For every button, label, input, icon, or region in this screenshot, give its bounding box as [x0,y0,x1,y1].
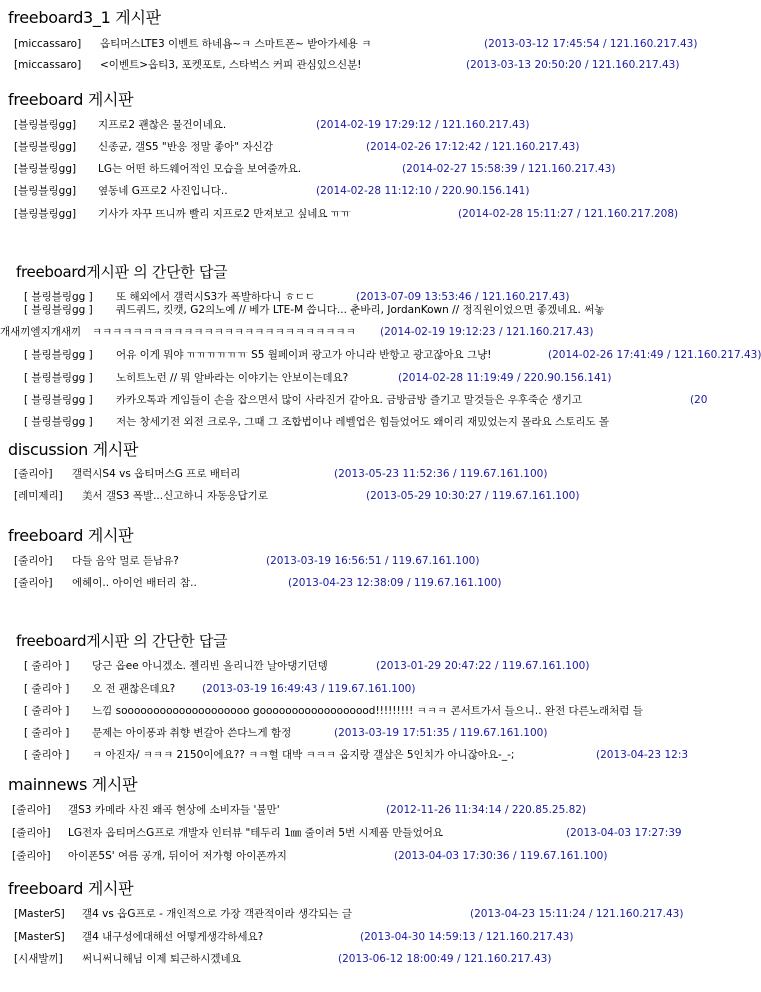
post-meta: (2013-03-19 16:56:51 / 119.67.161.100) [266,555,480,567]
section-title: freeboard 게시판 [8,90,134,109]
post-subject-link[interactable]: 또 해외에서 갤럭시S3가 폭발하다니 ㅎㄷㄷ [116,291,316,303]
post-subject-link[interactable]: LG는 어떤 하드웨어적인 모습을 보여줄까요. [98,163,302,175]
list-item [0,320,700,344]
post-subject-link[interactable]: 美서 갤S3 폭발...신고하니 자동응답기로 [82,490,268,502]
section-title: freeboard 게시판 [8,526,134,545]
list-item [0,179,700,203]
list-item [0,571,700,595]
list-item [0,925,700,949]
post-author: [ 줄리아 ] [24,749,70,761]
list-item [0,798,700,822]
post-author: [줄리아] [14,555,53,567]
post-author: [줄리아] [14,468,53,480]
section-title: mainnews 게시판 [8,775,138,794]
section-title: discussion 게시판 [8,440,139,459]
post-meta: (2014-02-19 17:29:12 / 121.160.217.43) [316,119,530,131]
post-meta: (2014-02-28 11:19:49 / 220.90.156.141) [398,372,612,384]
list-item [0,113,700,137]
post-meta: (2013-05-29 10:30:27 / 119.67.161.100) [366,490,580,502]
post-author: [블링블링gg] [14,141,77,153]
post-author: [레미제리] [14,490,63,502]
post-meta: (2013-04-23 12:3 [596,749,689,761]
post-author: [MasterS] [14,931,65,943]
post-subject-link[interactable]: 저는 창세기전 외전 크로우, 그때 그 조합법이나 레벨업은 힘들었어도 왜이리 재밌었는지 몰라요 스토리도 몰 [116,416,610,428]
post-author: [줄리아] [12,804,51,816]
post-meta: (2014-02-26 17:41:49 / 121.160.217.43) [548,349,761,361]
list-item [0,821,700,845]
post-author: [ 블링블링gg ] [24,349,93,361]
post-meta: (2013-04-03 17:30:36 / 119.67.161.100) [394,850,608,862]
list-item [0,343,761,367]
post-subject-link[interactable]: ㅋㅋㅋㅋㅋㅋㅋㅋㅋㅋㅋㅋㅋㅋㅋㅋㅋㅋㅋㅋㅋㅋㅋㅋㅋㅋ [92,326,356,338]
post-meta: (2013-05-23 11:52:36 / 119.67.161.100) [334,468,548,480]
section-title [16,262,227,282]
post-meta: (2014-02-28 11:12:10 / 220.90.156.141) [316,185,530,197]
post-author: [줄리아] [12,850,51,862]
post-author: [ 블링블링gg ] [24,416,93,428]
post-meta: (2014-02-27 15:58:39 / 121.160.217.43) [402,163,616,175]
list-item [0,902,700,926]
post-subject-link[interactable]: LG전자 옵티머스G프로 개발자 인터뷰 "테두리 1㎜ 줄이려 5번 시제품 만들었어요 [68,827,443,839]
post-subject-link[interactable]: 당근 옵ee 아니겠소. 젤리빈 올리니깐 날아댕기던뎅 [92,660,328,672]
post-author: [miccassaro] [14,38,82,50]
post-author: [ 블링블링gg ] [24,394,93,406]
post-meta: (2013-04-03 17:27:39 [566,827,682,839]
section-title: freeboard3_1 게시판 [8,8,161,27]
post-author: [MasterS] [14,908,65,920]
section-title: freeboard 게시판 [8,879,134,898]
post-subject-link[interactable]: 지프로2 괜찮은 물건이네요. [98,119,227,131]
list-item [0,844,700,868]
post-meta: (2013-01-29 20:47:22 / 119.67.161.100) [376,660,590,672]
post-meta: (2013-04-23 15:11:24 / 121.160.217.43) [470,908,684,920]
post-author: [줄리아] [14,577,53,589]
post-subject-link[interactable]: 에헤이.. 아이언 배터리 참.. [72,577,197,589]
section-title-suffix: 의 간단한 답글 [128,632,228,650]
post-meta: (2014-02-19 19:12:23 / 121.160.217.43) [380,326,594,338]
post-subject-link[interactable]: 갤S3 카메라 사진 왜곡 현상에 소비자들 '불만' [68,804,280,816]
post-meta: (2014-02-26 17:12:42 / 121.160.217.43) [366,141,580,153]
post-subject-link[interactable]: 오 전 괜찮은데요? [92,683,176,695]
list-item [0,366,700,390]
section-title-board: freeboard게시판 [16,632,129,650]
post-subject-link[interactable]: 노히트노런 // 뭐 알바라는 이야기는 안보이는데요? [116,372,349,384]
list-item [0,298,700,322]
post-author: [블링블링gg] [14,119,77,131]
post-subject-link[interactable]: 갤럭시S4 vs 옵티머스G 프로 배터리 [72,468,241,480]
post-subject-link[interactable]: <이벤트>옵티3, 포켓포토, 스타벅스 커피 관심있으신분! [100,59,362,71]
post-subject-link[interactable]: 어유 이게 뭐야 ㅠㅠㅠㅠㅠㅠ S5 월페이퍼 광고가 아니라 반항고 광고잖아요 그냥! [116,349,492,361]
section-title-suffix: 의 간단한 답글 [128,263,228,281]
post-author: [블링블링gg] [14,208,77,220]
post-author: [ 블링블링gg ] [24,291,93,303]
list-item [0,743,700,767]
post-subject-link[interactable]: 카카오톡과 게임들이 손을 잡으면서 많이 사라진거 같아요. 금방금방 즐기고 말것들은 우후죽순 생기고 [116,394,583,406]
list-item [0,53,700,77]
post-author: [ 줄리아 ] [24,660,70,672]
post-meta: (2013-07-09 13:53:46 / 121.160.217.43) [356,291,570,303]
post-meta: (2013-03-19 16:49:43 / 119.67.161.100) [202,683,416,695]
section-title [16,631,227,651]
section-title-board: freeboard게시판 [16,263,129,281]
list-item [0,157,700,181]
post-subject-link[interactable]: 다들 음악 멀로 듣남유? [72,555,179,567]
post-subject-link[interactable]: 느낌 soooooooooooooooooooo goooooooooooooooood!!!!!!!!! ㅋㅋㅋ 콘서트가서 들으니.. 완전 다른노래처럼 들 [92,705,643,717]
list-item [0,654,700,678]
list-item [0,135,700,159]
post-author: [ 줄리아 ] [24,727,70,739]
post-subject-link[interactable]: 아이폰5S' 여름 공개, 뒤이어 저가형 아이폰까지 [68,850,287,862]
post-subject-link[interactable]: 문제는 아이퐁과 취향 변갈아 쓴다느게 함정 [92,727,292,739]
post-author: 개새끼엘지개새끼 [0,326,82,338]
list-item [0,677,700,701]
post-meta: (2013-04-23 12:38:09 / 119.67.161.100) [288,577,502,589]
post-author: [줄리아] [12,827,51,839]
post-meta: (20 [690,394,708,406]
post-meta: (2013-03-19 17:51:35 / 119.67.161.100) [334,727,548,739]
post-meta: (2013-04-30 14:59:13 / 121.160.217.43) [360,931,574,943]
post-meta: (2013-03-12 17:45:54 / 121.160.217.43) [484,38,698,50]
list-item [0,699,700,723]
post-author: [ 줄리아 ] [24,683,70,695]
post-author: [시새발끼] [14,953,63,965]
post-author: [블링블링gg] [14,163,77,175]
post-author: [블링블링gg] [14,185,77,197]
post-author: [miccassaro] [14,59,82,71]
post-meta: (2013-06-12 18:00:49 / 121.160.217.43) [338,953,552,965]
post-author: [ 블링블링gg ] [24,304,93,316]
list-item [0,388,708,412]
post-author: [ 줄리아 ] [24,705,70,717]
post-meta: (2012-11-26 11:34:14 / 220.85.25.82) [386,804,587,816]
list-item [0,462,700,486]
post-subject-link[interactable]: 갤4 vs 옵G프로 - 개인적으로 가장 객관적이라 생각되는 글 [82,908,352,920]
post-subject-link[interactable]: 써니써니해님 이제 퇴근하시겠네요 [82,953,241,965]
post-subject-link[interactable]: 기사가 자꾸 뜨니까 빨리 지프로2 만져보고 싶네요 ㅠㅠ [98,208,352,220]
post-subject-link[interactable]: 옵티머스LTE3 이벤트 하네욤~ㅋ 스마트폰~ 받아가세용 ㅋ [100,38,372,50]
post-subject-link[interactable]: 옆동네 G프로2 사진입니다.. [98,185,228,197]
list-item [0,947,700,971]
post-author: [ 블링블링gg ] [24,372,93,384]
list-item [0,484,700,508]
post-meta: (2014-02-28 15:11:27 / 121.160.217.208) [458,208,679,220]
post-meta: (2013-03-13 20:50:20 / 121.160.217.43) [466,59,680,71]
post-subject-link[interactable]: 쿼드쿼드, 킷캣, G2의노예 // 베가 LTE-M 씁니다... 춘바리, JordanKown // 정직원이었으면 좋겠네요. 써놓 [116,304,605,316]
list-item [0,721,700,745]
list-item [0,549,700,573]
list-item [0,410,700,434]
post-subject-link[interactable]: 갤4 내구성에대해선 어떻게생각하세요? [82,931,264,943]
list-item [0,202,700,226]
post-subject-link[interactable]: 신종균, 갤S5 "반응 정말 좋아" 자신감 [98,141,273,153]
post-subject-link[interactable]: ㅋ 아진자/ ㅋㅋㅋ 2150이에요?? ㅋㅋ헐 대박 ㅋㅋㅋ 옵지랑 갤삼은 5인치가 아니잖아요-_-; [92,749,515,761]
